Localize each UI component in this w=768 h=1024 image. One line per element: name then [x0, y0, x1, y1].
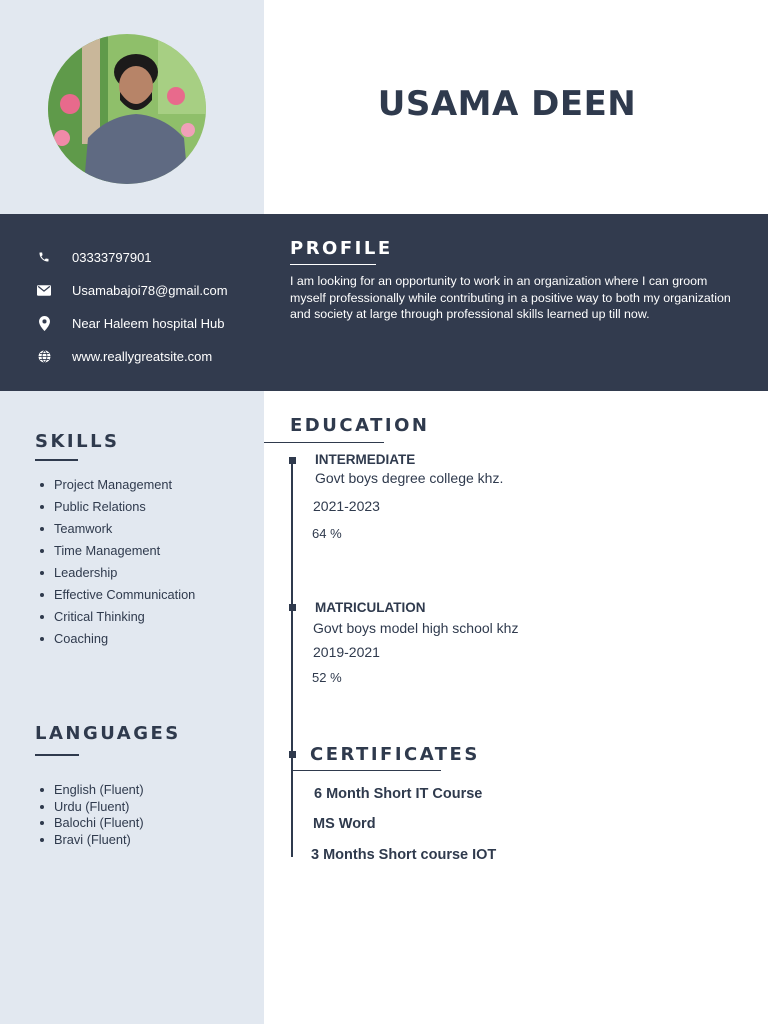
- certificates-heading: CERTIFICATES: [310, 744, 480, 765]
- education-years: 2021-2023: [313, 498, 380, 514]
- education-level: MATRICULATION: [315, 600, 426, 615]
- skills-list: [35, 474, 195, 650]
- contact-address: [36, 313, 224, 333]
- profile-underline: [290, 264, 376, 265]
- contact-address-text: Near Haleem hospital Hub: [72, 315, 225, 331]
- contact-website-text[interactable]: www.reallygreatsite.com: [72, 348, 213, 364]
- contact-phone: [36, 247, 152, 267]
- phone-icon: [36, 249, 52, 265]
- certificate-item: MS Word: [313, 816, 376, 832]
- skill-item: Effective Communication: [35, 584, 195, 606]
- timeline-marker: [289, 604, 296, 611]
- skill-item: Time Management: [35, 540, 195, 562]
- skills-underline: [35, 459, 78, 461]
- email-icon: [36, 282, 52, 298]
- profile-text: I am looking for an opportunity to work in an organization where I can groom myself professionally while contributing in a positive way to both my organization and society at large through professional skills learned up till now.: [290, 274, 731, 321]
- skill-item: Critical Thinking: [35, 606, 195, 628]
- skill-item: Project Management: [35, 474, 195, 496]
- education-institution: Govt boys degree college khz.: [315, 470, 504, 486]
- candidate-name: USAMA DEEN: [377, 84, 637, 124]
- education-years: 2019-2021: [313, 644, 380, 660]
- skill-item: Coaching: [35, 628, 195, 650]
- contact-phone-text: 03333797901: [72, 249, 152, 265]
- timeline-marker: [289, 751, 296, 758]
- languages-heading: LANGUAGES: [35, 723, 181, 744]
- certificate-item: 6 Month Short IT Course: [314, 786, 483, 802]
- profile-heading: PROFILE: [290, 238, 393, 259]
- skills-heading: SKILLS: [35, 431, 120, 452]
- profile-photo: [48, 34, 206, 184]
- language-item: Balochi (Fluent): [35, 815, 144, 832]
- languages-underline: [35, 754, 79, 756]
- language-item: Bravi (Fluent): [35, 832, 144, 849]
- language-item: English (Fluent): [35, 782, 144, 799]
- timeline-line: [291, 458, 293, 857]
- location-pin-icon: [36, 315, 52, 331]
- education-institution: Govt boys model high school khz: [313, 620, 519, 636]
- contact-email: [36, 280, 228, 300]
- education-score: 64 %: [312, 526, 342, 541]
- language-item: Urdu (Fluent): [35, 799, 144, 816]
- certificate-item: 3 Months Short course IOT: [311, 847, 497, 863]
- education-underline: [264, 442, 384, 443]
- skill-item: Public Relations: [35, 496, 195, 518]
- education-level: INTERMEDIATE: [315, 452, 416, 467]
- education-score: 52 %: [312, 670, 342, 685]
- languages-list: [35, 782, 144, 848]
- timeline-marker: [289, 457, 296, 464]
- globe-icon: [36, 348, 52, 364]
- contact-email-text[interactable]: Usamabajoi78@gmail.com: [72, 282, 228, 298]
- skill-item: Teamwork: [35, 518, 195, 540]
- contact-website: [36, 346, 212, 366]
- education-heading: EDUCATION: [290, 415, 430, 436]
- skill-item: Leadership: [35, 562, 195, 584]
- certificates-underline: [292, 770, 441, 771]
